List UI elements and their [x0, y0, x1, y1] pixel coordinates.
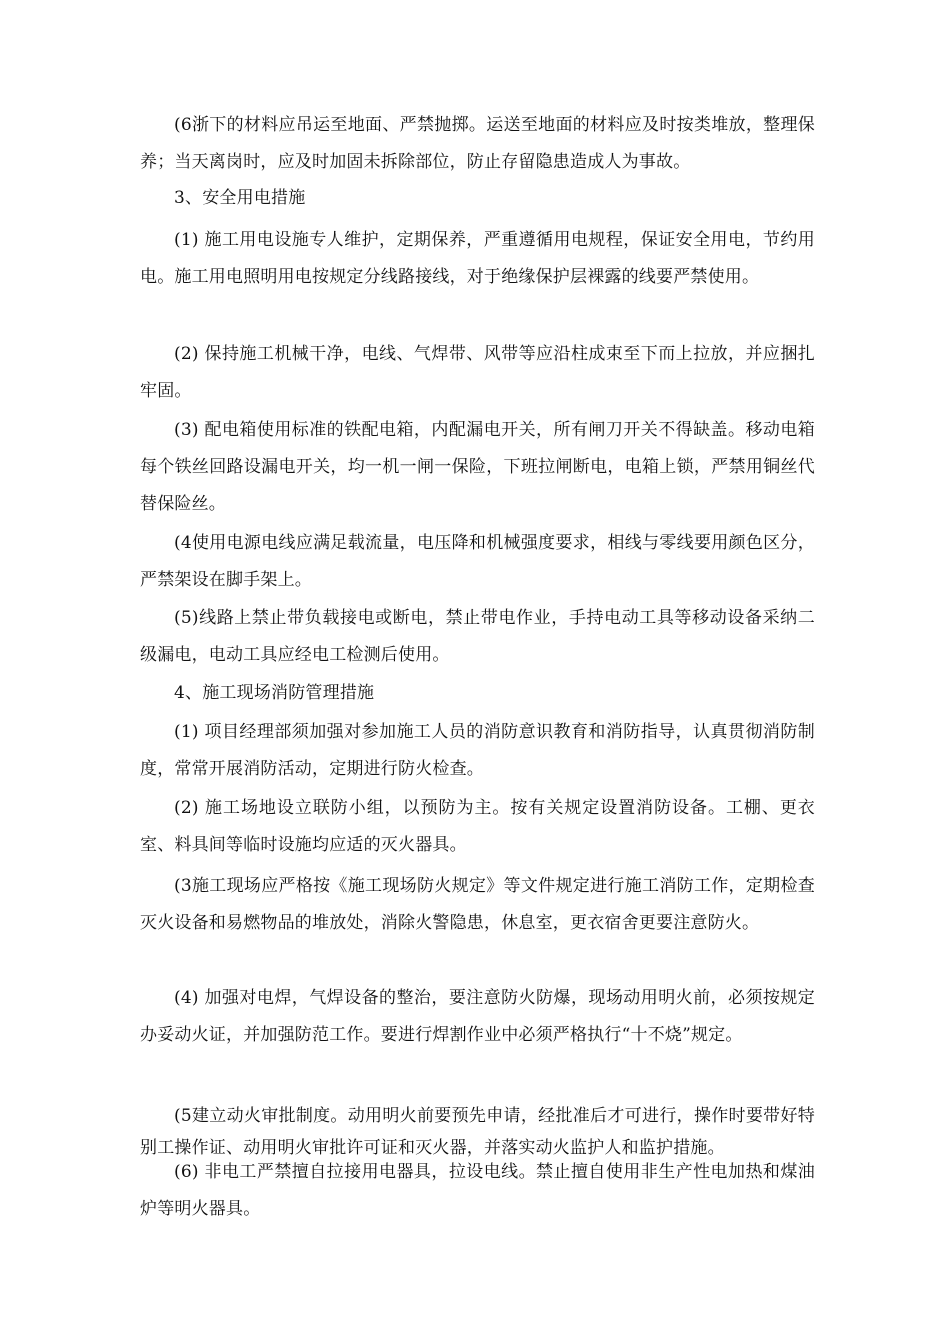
paragraph-fire-4: (4) 加强对电焊，气焊设备的整治，要注意防火防爆，现场动用明火前，必须按规定办妥动火证，并加强防范工作。要进行焊割作业中必须严格执行“十不烧”规定。 — [140, 988, 815, 1045]
paragraph-electric-4: (4使用电源电线应满足载流量，电压降和机械强度要求，相线与零线要用颜色区分，严禁架设在脚手架上。 — [140, 533, 815, 590]
paragraph-electric-5: (5)线路上禁止带负载接电或断电，禁止带电作业，手持电动工具等移动设备采纳二级漏电，电动工具应经电工检测后使用。 — [140, 608, 815, 665]
paragraph-electric-1: (1) 施工用电设施专人维护，定期保养，严重遵循用电规程，保证安全用电，节约用电。施工用电照明用电按规定分线路接线，对于绝缘保护层裸露的线要严禁使用。 — [140, 230, 815, 287]
paragraph-electric-3: (3) 配电箱使用标准的铁配电箱，内配漏电开关，所有闸刀开关不得缺盖。移动电箱每个铁丝回路设漏电开关，均一机一闸一保险，下班拉闸断电，电箱上锁，严禁用铜丝代替保险丝。 — [140, 420, 815, 514]
paragraph-fire-6: (6) 非电工严禁擅自拉接用电器具，拉设电线。禁止擅自使用非生产性电加热和煤油炉等明火器具。 — [140, 1162, 815, 1219]
paragraph-fire-3: (3施工现场应严格按《施工现场防火规定》等文件规定进行施工消防工作，定期检查灭火设备和易燃物品的堆放处，消除火警隐患，休息室，更衣宿舍更要注意防火。 — [140, 876, 815, 933]
paragraph-dismantle-6: (6浙下的材料应吊运至地面、严禁抛掷。运送至地面的材料应及时按类堆放，整理保养；当天离岗时，应及时加固未拆除部位，防止存留隐患造成人为事故。 — [140, 115, 815, 172]
paragraph-fire-2: (2) 施工场地设立联防小组，以预防为主。按有关规定设置消防设备。工棚、更衣室、料具间等临时设施均应适的灭火器具。 — [140, 798, 815, 855]
paragraph-electric-2: (2) 保持施工机械干净，电线、气焊带、风带等应沿柱成束至下而上拉放，并应捆扎牢固。 — [140, 344, 815, 401]
paragraph-fire-1: (1) 项目经理部须加强对参加施工人员的消防意识教育和消防指导，认真贯彻消防制度，常常开展消防活动，定期进行防火检查。 — [140, 722, 815, 779]
paragraph-fire-5: (5建立动火审批制度。动用明火前要预先申请，经批准后才可进行，操作时要带好特别工操作证、动用明火审批许可证和灭火器，并落实动火监护人和监护措施。 — [140, 1106, 815, 1158]
section-heading-fire: 4、施工现场消防管理措施 — [174, 683, 375, 703]
section-heading-electricity: 3、安全用电措施 — [174, 188, 306, 208]
